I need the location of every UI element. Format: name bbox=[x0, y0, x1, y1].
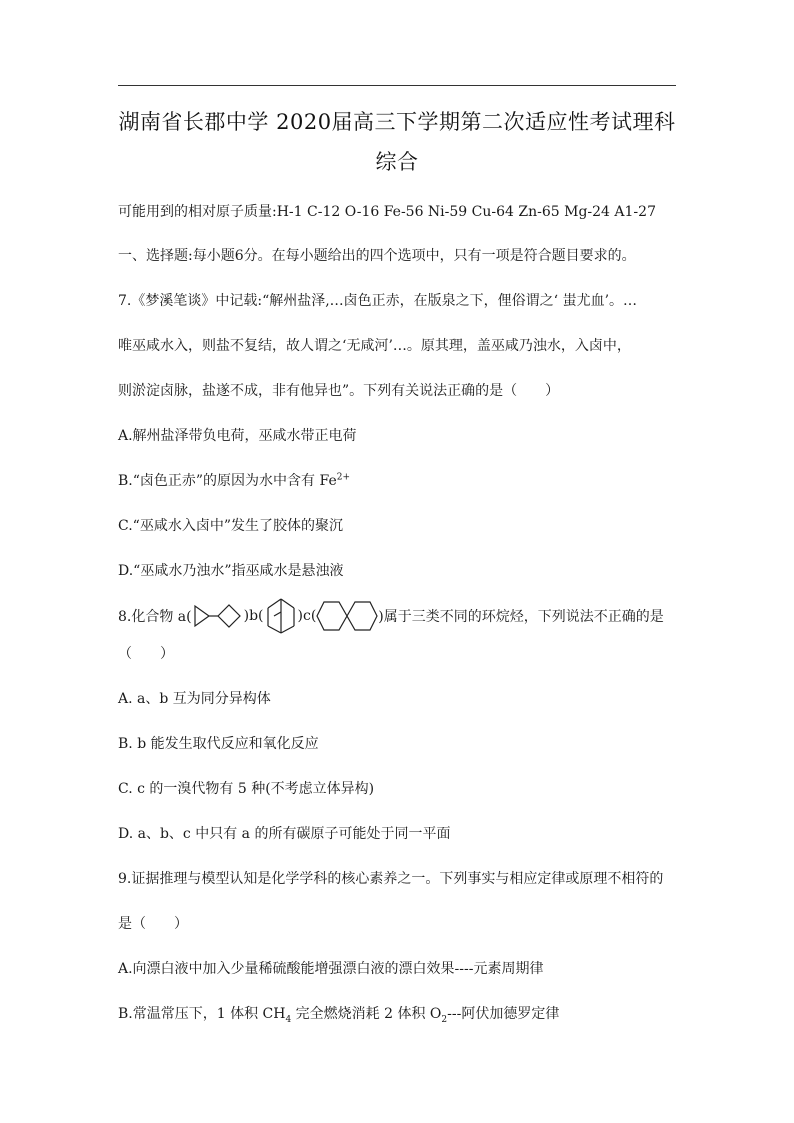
header-rule bbox=[118, 85, 676, 86]
q8-prefix: 8.化合物 a( bbox=[118, 609, 192, 625]
q8-option-d: D. a、b、c 中只有 a 的所有碳原子可能处于同一平面 bbox=[118, 826, 451, 842]
atomic-masses: 可能用到的相对原子质量:H-1 C-12 O-16 Fe-56 Ni-59 Cu-64 Zn-65 Mg-24 A1-27 bbox=[118, 204, 656, 220]
q9-option-b-part2: 完全燃烧消耗 2 体积 O bbox=[291, 1006, 442, 1022]
subscript-4: 4 bbox=[285, 1014, 292, 1025]
section-heading: 一、选择题:每小题6分。在每小题给出的四个选项中，只有一项是符合题目要求的。 bbox=[118, 248, 636, 264]
q7-option-d: D.“巫咸水乃浊水”指巫咸水是悬浊液 bbox=[118, 563, 344, 579]
q9-option-b-part1: B.常温常压下，1 体积 CH bbox=[118, 1006, 286, 1022]
q9-line2: 是（ ） bbox=[118, 916, 188, 932]
q8-suffix: )属于三类不同的环烷烃，下列说法不正确的是 bbox=[378, 609, 664, 625]
q8-sep-c: )c( bbox=[297, 608, 317, 624]
page-title-line1: 湖南省长郡中学 2020届高三下学期第二次适应性考试理科 bbox=[118, 110, 676, 134]
q9-line1: 9.证据推理与模型认知是化学学科的核心素养之一。下列事实与相应定律或原理不相符的 bbox=[118, 871, 664, 887]
q8-option-a: A. a、b 互为同分异构体 bbox=[118, 691, 271, 707]
page-title-line2: 综合 bbox=[375, 150, 419, 174]
bicyclo-bridged-icon bbox=[264, 596, 298, 636]
q7-line2: 唯巫咸水入，则盐不复结，故人谓之‘无咸河’…。原其理，盖巫咸乃浊水，入卤中， bbox=[118, 338, 631, 354]
q9-option-b bbox=[118, 1003, 559, 1023]
q8-option-b: B. b 能发生取代反应和氧化反应 bbox=[118, 736, 319, 752]
q8-sep-b: )b( bbox=[243, 608, 264, 624]
q8-option-c: C. c 的一溴代物有 5 种(不考虑立体异构) bbox=[118, 781, 375, 797]
q9-option-b-part3: ---阿伏加德罗定律 bbox=[447, 1006, 560, 1022]
cyclopropyl-cyclobutane-icon bbox=[192, 596, 244, 636]
q8-paren: （ ） bbox=[118, 646, 174, 662]
q8-line1 bbox=[118, 596, 664, 636]
q7-line3: 则淤淀卤脉，盐遂不成，非有他异也”。下列有关说法正确的是（ ） bbox=[118, 383, 560, 399]
q7-option-c: C.“巫咸水入卤中”发生了胶体的聚沉 bbox=[118, 518, 343, 534]
q9-option-a: A.向漂白液中加入少量稀硫酸能增强漂白液的漂白效果----元素周期律 bbox=[118, 961, 544, 977]
q7-option-b-text: B.“卤色正赤”的原因为水中含有 Fe bbox=[118, 473, 337, 489]
subscript-2: 2 bbox=[441, 1014, 448, 1025]
q7-option-a: A.解州盐泽带负电荷，巫咸水带正电荷 bbox=[118, 428, 357, 444]
spiro-dicyclohexane-icon bbox=[316, 596, 378, 636]
charge-superscript: 2+ bbox=[336, 472, 351, 483]
q7-option-b bbox=[118, 470, 350, 490]
q7-line1: 7.《梦溪笔谈》中记载:“解州盐泽,…卤色正赤，在版泉之下，俚俗谓之‘ 蚩尤血’。… bbox=[118, 293, 638, 309]
